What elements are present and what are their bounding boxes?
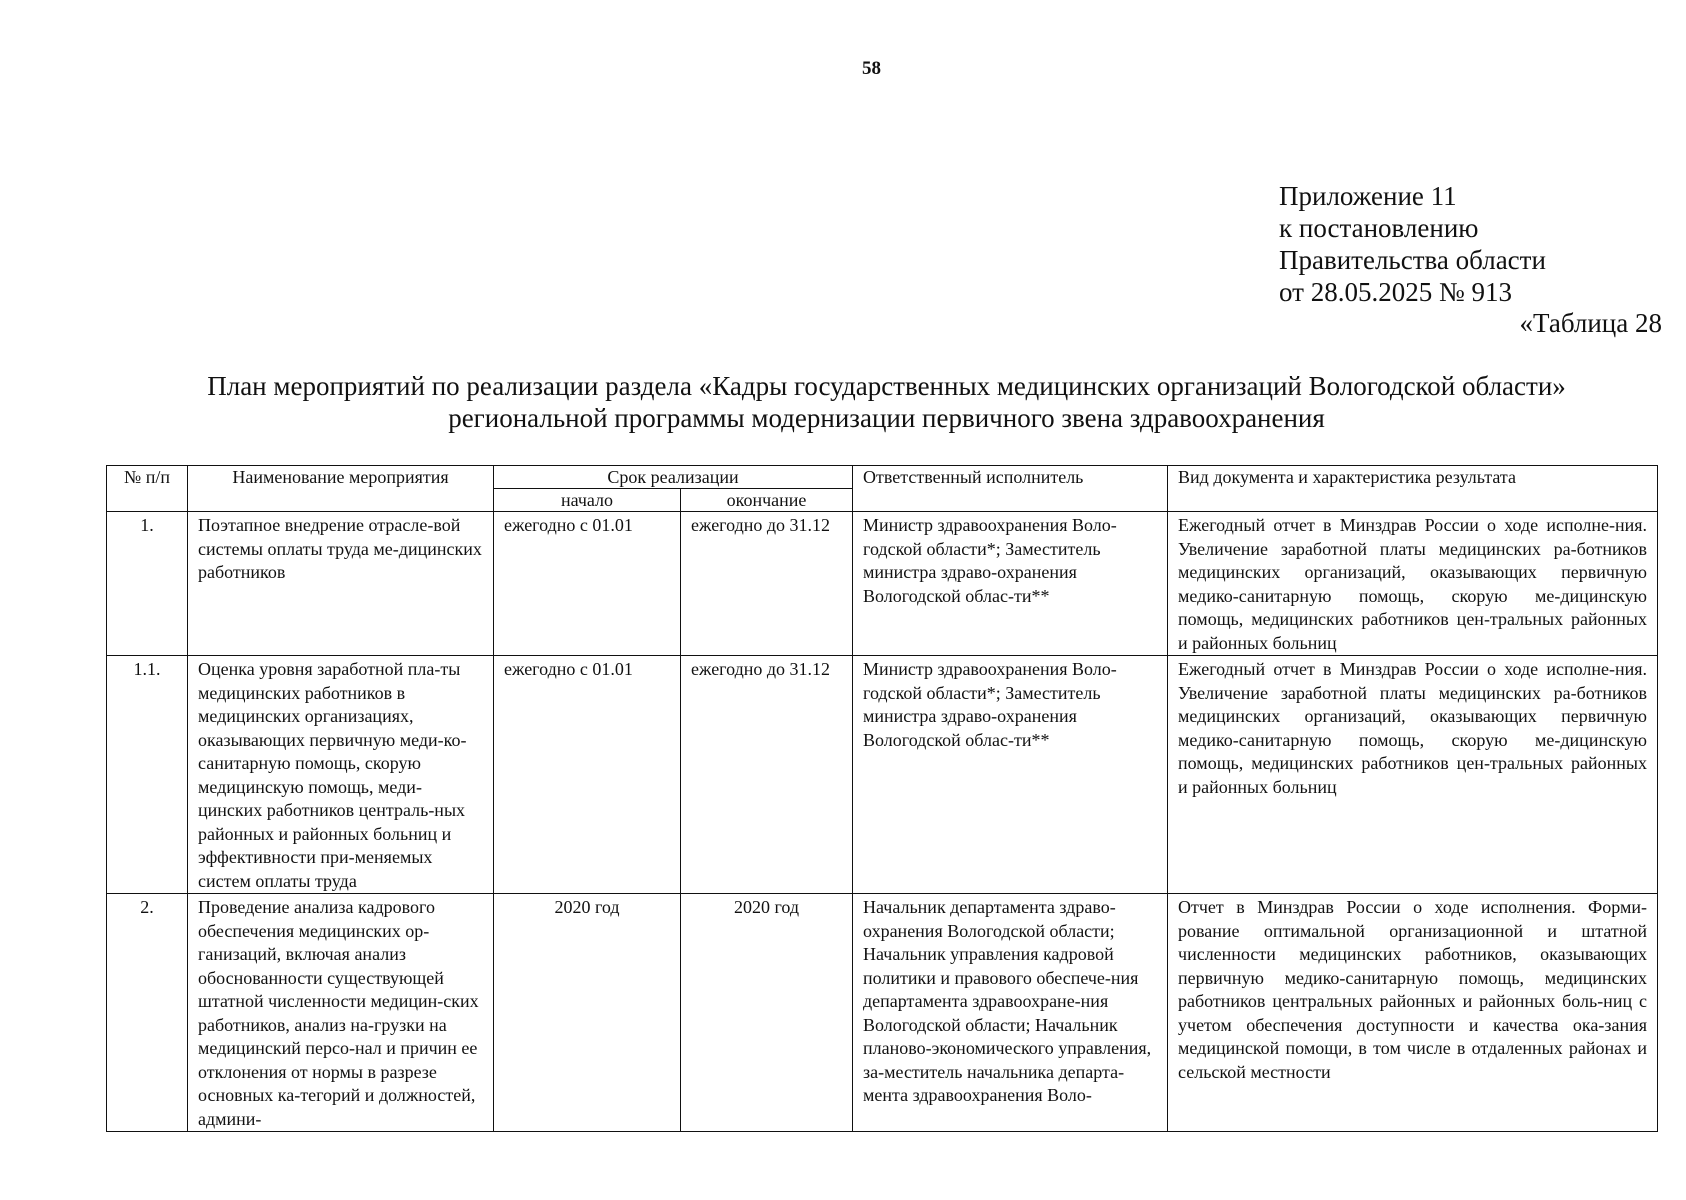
appendix-line: Приложение 11 — [1279, 181, 1457, 211]
cell-start: 2020 год — [494, 894, 681, 1132]
document-title — [100, 370, 1673, 434]
table-caption: «Таблица 28 — [1519, 308, 1662, 338]
header-end: окончание — [681, 489, 853, 512]
cell-num: 1.1. — [107, 656, 188, 894]
table-row — [107, 656, 1658, 894]
header-start: начало — [494, 489, 681, 512]
cell-responsible: Министр здравоохранения Воло-годской области*; Заместитель министра здраво-охранения Вологодской облас-ти** — [853, 512, 1168, 656]
cell-name: Поэтапное внедрение отрасле-вой системы оплаты труда ме-дицинских работников — [188, 512, 494, 656]
header-name: Наименование мероприятия — [188, 466, 494, 512]
table-row — [107, 512, 1658, 656]
cell-end: 2020 год — [681, 894, 853, 1132]
table-row — [107, 894, 1658, 1132]
title-line: План мероприятий по реализации раздела «Кадры государственных медицинских организаций Вологодской области» — [207, 371, 1566, 401]
header-num: № п/п — [107, 466, 188, 512]
appendix-line: от 28.05.2025 № 913 — [1279, 277, 1512, 307]
header-period: Срок реализации — [494, 466, 853, 489]
page-number: 58 — [862, 58, 881, 79]
cell-end: ежегодно до 31.12 — [681, 512, 853, 656]
appendix-block — [1279, 180, 1546, 308]
cell-result: Ежегодный отчет в Минздрав России о ходе исполне-ния. Увеличение заработной платы медицинских ра-ботников медицинских организаций, оказывающих первичную медико-санитарную помощь, скорую ме-дицинскую помощь, медицинских работников цен-тральных районных и районных больниц — [1168, 512, 1658, 656]
title-line: региональной программы модернизации первичного звена здравоохранения — [448, 403, 1325, 433]
cell-result: Отчет в Минздрав России о ходе исполнения. Форми-рование оптимальной организационной и штатной численности медицинских работников, оказывающих первичную медико-санитарную помощь, медицинских работников центральных районных и районных боль-ниц с учетом обеспечения доступности и качества ока-зания медицинской помощи, в том числе в отдаленных районах и сельской местности — [1168, 894, 1658, 1132]
cell-num: 2. — [107, 894, 188, 1132]
cell-start: ежегодно с 01.01 — [494, 512, 681, 656]
cell-start: ежегодно с 01.01 — [494, 656, 681, 894]
cell-name: Оценка уровня заработной пла-ты медицинских работников в медицинских организациях, оказывающих первичную меди-ко-санитарную помощь, скорую медицинскую помощь, меди-цинских работников централь-ных районных и районных больниц и эффективности при-меняемых систем оплаты труда — [188, 656, 494, 894]
header-responsible: Ответственный исполнитель — [853, 466, 1168, 512]
appendix-line: Правительства области — [1279, 245, 1546, 275]
header-result: Вид документа и характеристика результата — [1168, 466, 1658, 512]
cell-end: ежегодно до 31.12 — [681, 656, 853, 894]
cell-num: 1. — [107, 512, 188, 656]
cell-responsible: Начальник департамента здраво-охранения Вологодской области; Начальник управления кадровой политики и правового обеспече-ния департамента здравоохране-ния Вологодской области; Начальник планово-экономического управления, за-меститель начальника департа-мента здравоохранения Воло- — [853, 894, 1168, 1132]
cell-name: Проведение анализа кадрового обеспечения медицинских ор-ганизаций, включая анализ обоснованности существующей штатной численности медицин-ских работников, анализ на-грузки на медицинский персо-нал и причин ее отклонения от нормы в разрезе основных ка-тегорий и должностей, админи- — [188, 894, 494, 1132]
cell-responsible: Министр здравоохранения Воло-годской области*; Заместитель министра здраво-охранения Вологодской облас-ти** — [853, 656, 1168, 894]
cell-result: Ежегодный отчет в Минздрав России о ходе исполне-ния. Увеличение заработной платы медицинских ра-ботников медицинских организаций, оказывающих первичную медико-санитарную помощь, скорую ме-дицинскую помощь, медицинских работников цен-тральных районных и районных больниц — [1168, 656, 1658, 894]
plan-table — [106, 465, 1658, 1132]
appendix-line: к постановлению — [1279, 213, 1479, 243]
